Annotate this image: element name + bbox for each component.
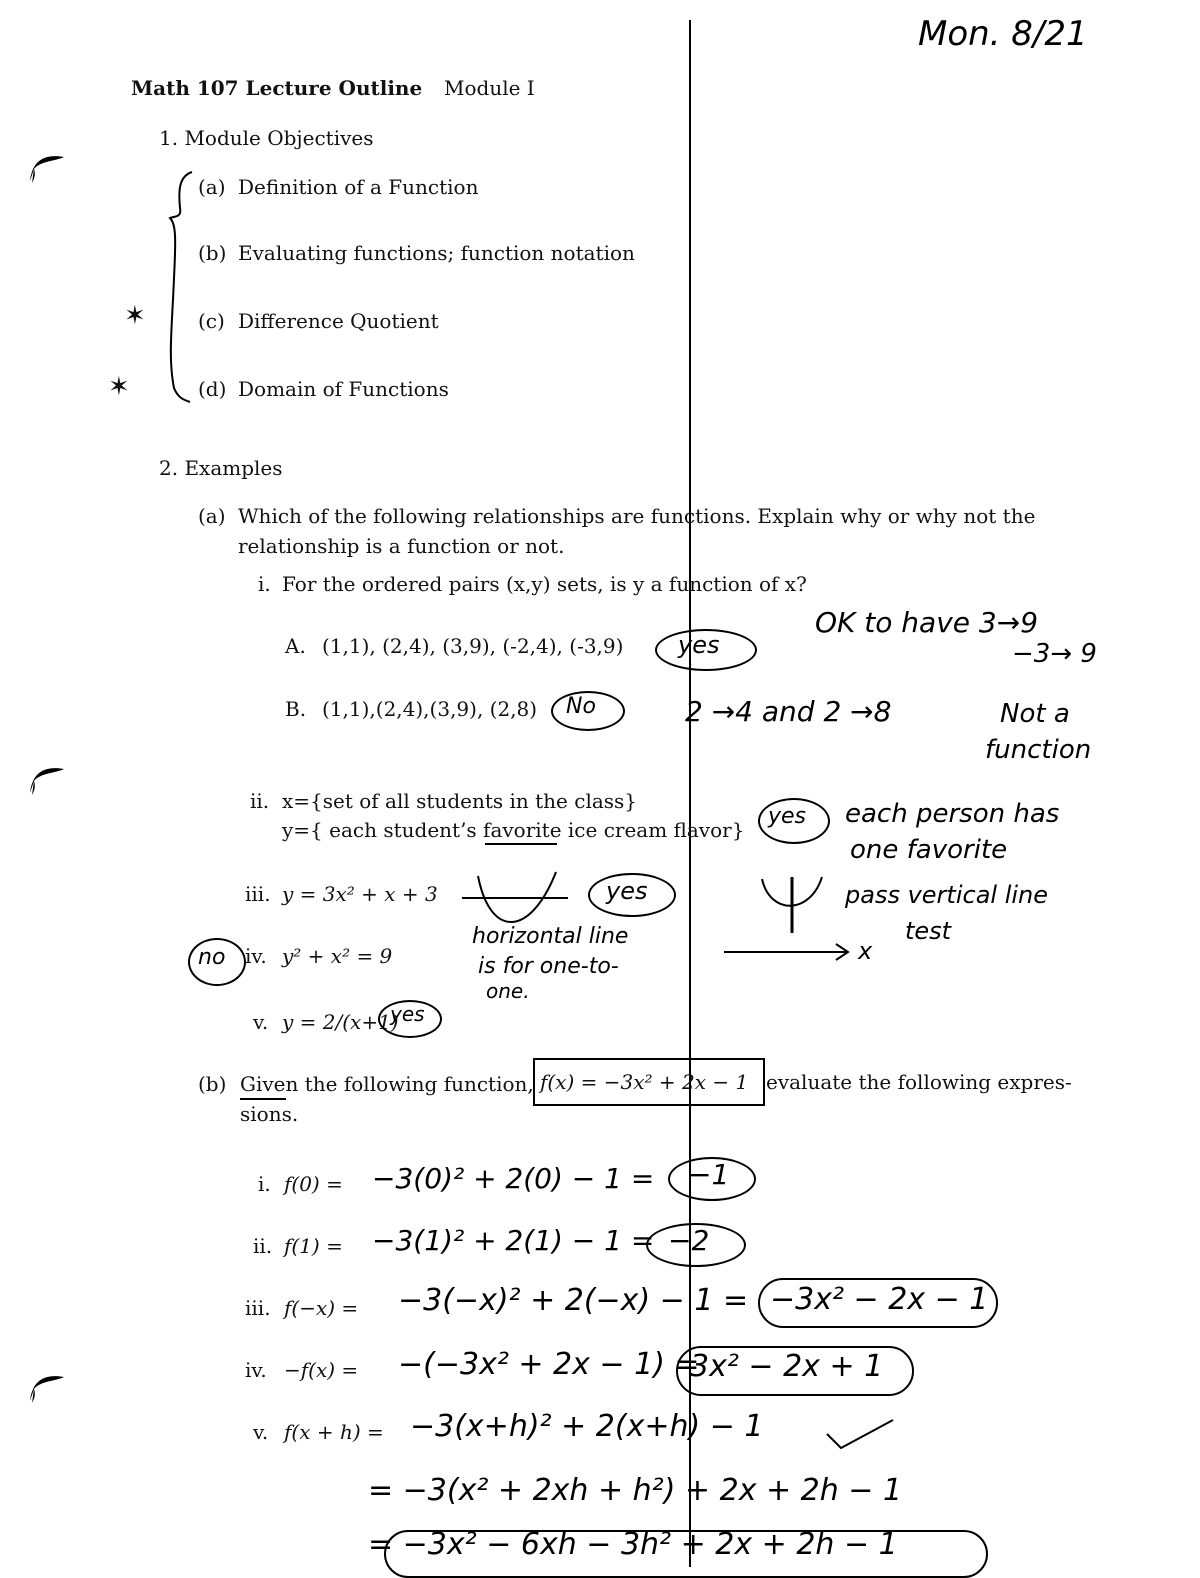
objective-label: (d)	[198, 377, 227, 401]
objective-text: Definition of a Function	[238, 175, 479, 199]
handwritten-work: −3(0)² + 2(0) − 1 =	[372, 1162, 655, 1195]
equation: y² + x² = 9	[282, 944, 393, 968]
checkmark-icon	[825, 1418, 895, 1452]
expression: −f(x) =	[284, 1358, 359, 1382]
set-label: B.	[285, 697, 307, 721]
expression: f(1) =	[284, 1234, 343, 1258]
sub-item-label: i.	[258, 572, 271, 596]
handwritten-work: −3(x+h)² + 2(x+h) − 1	[410, 1409, 764, 1444]
handwritten-note: one favorite	[850, 835, 1008, 865]
sub-item-label: iii.	[245, 882, 271, 906]
objectives-heading: 1. Module Objectives	[159, 126, 374, 150]
handwritten-work: −(−3x² + 2x − 1) =	[398, 1347, 700, 1382]
handwritten-answer: yes	[678, 631, 720, 659]
handwritten-answer: yes	[606, 877, 648, 905]
underline	[485, 843, 557, 845]
example-b-text: Given the following function,	[240, 1072, 534, 1096]
objective-label: (b)	[198, 241, 227, 265]
sub-item-text: x={set of all students in the class}	[282, 789, 638, 813]
objective-label: (a)	[198, 175, 226, 199]
handwritten-axis-label: x	[858, 937, 873, 965]
example-b-label: (b)	[198, 1072, 227, 1096]
expression: f(−x) =	[284, 1296, 359, 1320]
set-label: A.	[285, 634, 306, 658]
set-text: (1,1), (2,4), (3,9), (-2,4), (-3,9)	[322, 634, 624, 658]
objective-label: (c)	[198, 309, 225, 333]
handwritten-note: test	[905, 917, 952, 945]
x-axis-arrow-icon	[724, 940, 854, 964]
handwritten-note: function	[985, 735, 1092, 765]
objective-text: Difference Quotient	[238, 309, 439, 333]
example-a-label: (a)	[198, 504, 226, 528]
equation: y = 2/(x+1)	[282, 1010, 399, 1034]
handwritten-note: 2 →4 and 2 →8	[685, 695, 892, 728]
sub-item-label: i.	[258, 1172, 271, 1196]
underline	[240, 1098, 286, 1100]
expression: f(0) =	[284, 1172, 343, 1196]
objective-text: Evaluating functions; function notation	[238, 241, 635, 265]
handwritten-answer: yes	[390, 1002, 425, 1026]
handwritten-note: Not a	[1000, 699, 1070, 729]
binder-hole-mark	[26, 145, 70, 185]
handwritten-answer: no	[198, 945, 226, 970]
handwritten-work: −3(1)² + 2(1) − 1 =	[372, 1224, 655, 1257]
sub-item-label: iii.	[245, 1296, 271, 1320]
binder-hole-mark	[26, 757, 70, 797]
handwritten-note: pass vertical line	[845, 881, 1049, 909]
star-icon: ✶	[108, 372, 130, 402]
handwritten-answer: 3x² − 2x + 1	[690, 1349, 884, 1384]
example-b-text: sions.	[240, 1102, 299, 1126]
handwritten-work: −3(−x)² + 2(−x) − 1 =	[398, 1283, 749, 1318]
handwritten-answer: −3x² − 2x − 1	[770, 1282, 989, 1317]
vertical-line-test-sketch-icon	[760, 875, 830, 935]
sub-item-label: ii.	[250, 789, 270, 813]
handwritten-note: one.	[486, 979, 530, 1003]
equation: y = 3x² + x + 3	[282, 882, 438, 906]
sub-item-label: iv.	[245, 1358, 267, 1382]
handwritten-answer: −1	[688, 1158, 730, 1191]
sub-item-text: For the ordered pairs (x,y) sets, is y a function of x?	[282, 572, 807, 596]
handwritten-note: OK to have 3→9	[815, 606, 1039, 639]
handwritten-date: Mon. 8/21	[918, 14, 1088, 54]
sub-item-label: iv.	[245, 944, 267, 968]
example-a-text: Which of the following relationships are functions. Explain why or why not the	[238, 504, 1036, 528]
star-icon: ✶	[124, 301, 146, 331]
answer-circle	[384, 1530, 988, 1578]
handwritten-note: horizontal line	[472, 924, 629, 949]
handwritten-brace	[160, 168, 200, 408]
expression: f(x + h) =	[284, 1420, 384, 1444]
binder-hole-mark	[26, 1365, 70, 1405]
example-b-text: evaluate the following expres-	[766, 1070, 1072, 1094]
handwritten-work: = −3(x² + 2xh + h²) + 2x + 2h − 1	[368, 1473, 903, 1508]
handwritten-note: each person has	[845, 799, 1060, 829]
sub-item-label: v.	[253, 1420, 269, 1444]
handwritten-work: = −3x² − 6xh − 3h² + 2x + 2h − 1	[368, 1527, 898, 1562]
handwritten-note: is for one-to-	[478, 954, 619, 979]
lecture-title: Math 107 Lecture Outline	[131, 76, 423, 100]
module-label: Module I	[444, 76, 535, 100]
handwritten-answer: No	[566, 694, 596, 719]
function-definition: f(x) = −3x² + 2x − 1	[540, 1070, 749, 1094]
sub-item-label: ii.	[253, 1234, 273, 1258]
handwritten-answer: yes	[768, 804, 807, 829]
handwritten-answer: −2	[668, 1224, 710, 1257]
examples-heading: 2. Examples	[159, 456, 283, 480]
sub-item-label: v.	[253, 1010, 269, 1034]
example-a-text: relationship is a function or not.	[238, 534, 565, 558]
sub-item-text: y={ each student’s favorite ice cream flavor}	[282, 818, 745, 842]
objective-text: Domain of Functions	[238, 377, 449, 401]
handwritten-note: −3→ 9	[1012, 639, 1097, 669]
vertical-rule	[689, 20, 691, 1567]
parabola-sketch-icon	[460, 868, 570, 928]
set-text: (1,1),(2,4),(3,9), (2,8)	[322, 697, 538, 721]
